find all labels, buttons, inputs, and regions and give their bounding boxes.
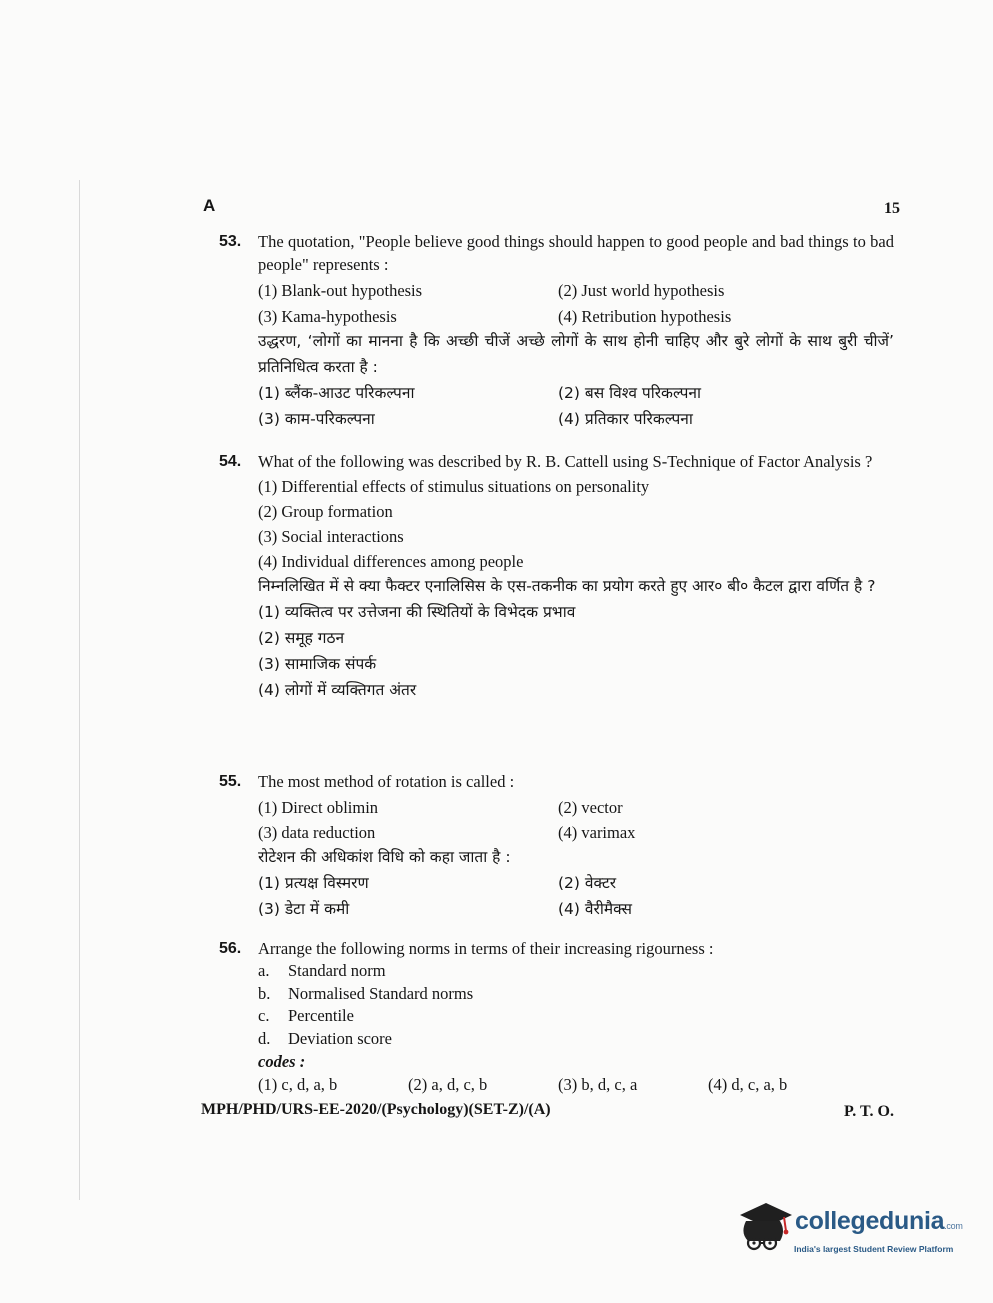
paper-code: MPH/PHD/URS-EE-2020/(Psychology)(SET-Z)/(A) <box>201 1101 551 1118</box>
option-4: (4) Individual differences among people <box>258 552 524 571</box>
option-3: (3) Social interactions <box>258 527 404 546</box>
option-3-hindi: (3) सामाजिक संपर्क <box>258 655 377 673</box>
options-row <box>258 796 894 819</box>
question-56 <box>219 937 894 1096</box>
option-2-hindi: (2) बस विश्व परिकल्पना <box>558 384 702 402</box>
options-row-hindi <box>258 870 894 896</box>
logo-tagline: India's largest Student Review Platform <box>794 1244 954 1254</box>
item-text: Deviation score <box>288 1028 393 1048</box>
question-number: 53. <box>219 233 242 250</box>
option-4: (4) varimax <box>558 823 636 842</box>
option-4-hindi: (4) प्रतिकार परिकल्पना <box>558 410 693 428</box>
option-1-hindi: (1) प्रत्यक्ष विस्मरण <box>258 874 369 892</box>
codes-row <box>258 1073 894 1096</box>
option-3-hindi: (3) काम-परिकल्पना <box>258 410 375 428</box>
option-1: (1) Blank-out hypothesis <box>258 281 423 300</box>
options-row <box>258 279 894 302</box>
mascot-icon <box>736 1197 794 1257</box>
question-text-english: Arrange the following norms in terms of their increasing rigourness : <box>258 939 714 958</box>
set-letter: A <box>203 196 216 215</box>
question-number: 56. <box>219 940 242 957</box>
question-53 <box>219 230 894 432</box>
options-row <box>258 821 894 844</box>
question-text-english: The quotation, "People believe good things should happen to good people and bad things to bad people" represents : <box>258 232 894 274</box>
option-4: (4) Retribution hypothesis <box>558 307 732 326</box>
item-text: Standard norm <box>288 961 386 980</box>
option-3: (3) data reduction <box>258 823 376 842</box>
option-3-hindi: (3) डेटा में कमी <box>258 900 350 918</box>
question-text-hindi: रोटेशन की अधिकांश विधि को कहा जाता है : <box>258 848 511 866</box>
question-text-hindi: उद्धरण, ‘लोगों का मानना है कि अच्छी चीजें अच्छे लोगों के साथ होनी चाहिए और बुरे लोगों के साथ बुरी चीजें’ प्रतिनिधित्व करता है : <box>258 332 894 376</box>
option-3: (3) Kama-hypothesis <box>258 307 397 326</box>
code-option-3: (3) b, d, c, a <box>558 1075 638 1094</box>
options-row <box>258 305 894 328</box>
code-option-1: (1) c, d, a, b <box>258 1075 338 1094</box>
options-row-hindi <box>258 896 894 922</box>
option-1: (1) Direct oblimin <box>258 798 379 817</box>
option-1-hindi: (1) व्यक्तित्व पर उत्तेजना की स्थितियों के विभेदक प्रभाव <box>258 603 576 621</box>
options-row-hindi <box>258 406 894 432</box>
question-number: 55. <box>219 773 242 790</box>
question-text-hindi: निम्नलिखित में से क्या फैक्टर एनालिसिस के एस-तकनीक का प्रयोग करते हुए आर० बी० कैटल द्वारा वर्णित है ? <box>258 577 876 595</box>
option-2: (2) Just world hypothesis <box>558 281 725 300</box>
option-1-hindi: (1) ब्लैंक-आउट परिकल्पना <box>258 384 415 402</box>
list-item <box>258 960 894 983</box>
item-letter: c. <box>258 1006 270 1025</box>
item-text: Percentile <box>288 1006 354 1025</box>
question-text-english: The most method of rotation is called : <box>258 772 515 791</box>
codes-label: codes : <box>258 1052 306 1071</box>
page-number: 15 <box>884 200 900 217</box>
list-item <box>258 983 894 1006</box>
collegedunia-logo <box>736 1197 962 1265</box>
question-text-english: What of the following was described by R. B. Cattell using S-Technique of Factor Analysis ? <box>258 452 873 471</box>
option-4-hindi: (4) लोगों में व्यक्तिगत अंतर <box>258 681 417 699</box>
item-letter: b. <box>258 983 271 1003</box>
option-2-hindi: (2) समूह गठन <box>258 629 345 647</box>
option-4-hindi: (4) वैरीमैक्स <box>558 900 632 918</box>
options-row-hindi <box>258 380 894 406</box>
list-item <box>258 1028 894 1051</box>
option-2: (2) vector <box>558 798 623 817</box>
question-55 <box>219 770 894 922</box>
code-option-2: (2) a, d, c, b <box>408 1075 488 1094</box>
option-2-hindi: (2) वेक्टर <box>558 874 617 892</box>
code-option-4: (4) d, c, a, b <box>708 1075 788 1094</box>
option-1: (1) Differential effects of stimulus situations on personality <box>258 477 650 496</box>
logo-wordmark: collegedunia.com <box>795 1207 963 1235</box>
scan-edge-line <box>79 180 80 1200</box>
question-54 <box>219 450 894 703</box>
item-letter: d. <box>258 1028 271 1048</box>
option-2: (2) Group formation <box>258 502 393 521</box>
item-letter: a. <box>258 961 270 980</box>
list-item <box>258 1005 894 1028</box>
question-number: 54. <box>219 453 242 470</box>
please-turn-over: P. T. O. <box>844 1103 894 1120</box>
item-text: Normalised Standard norms <box>288 983 474 1003</box>
